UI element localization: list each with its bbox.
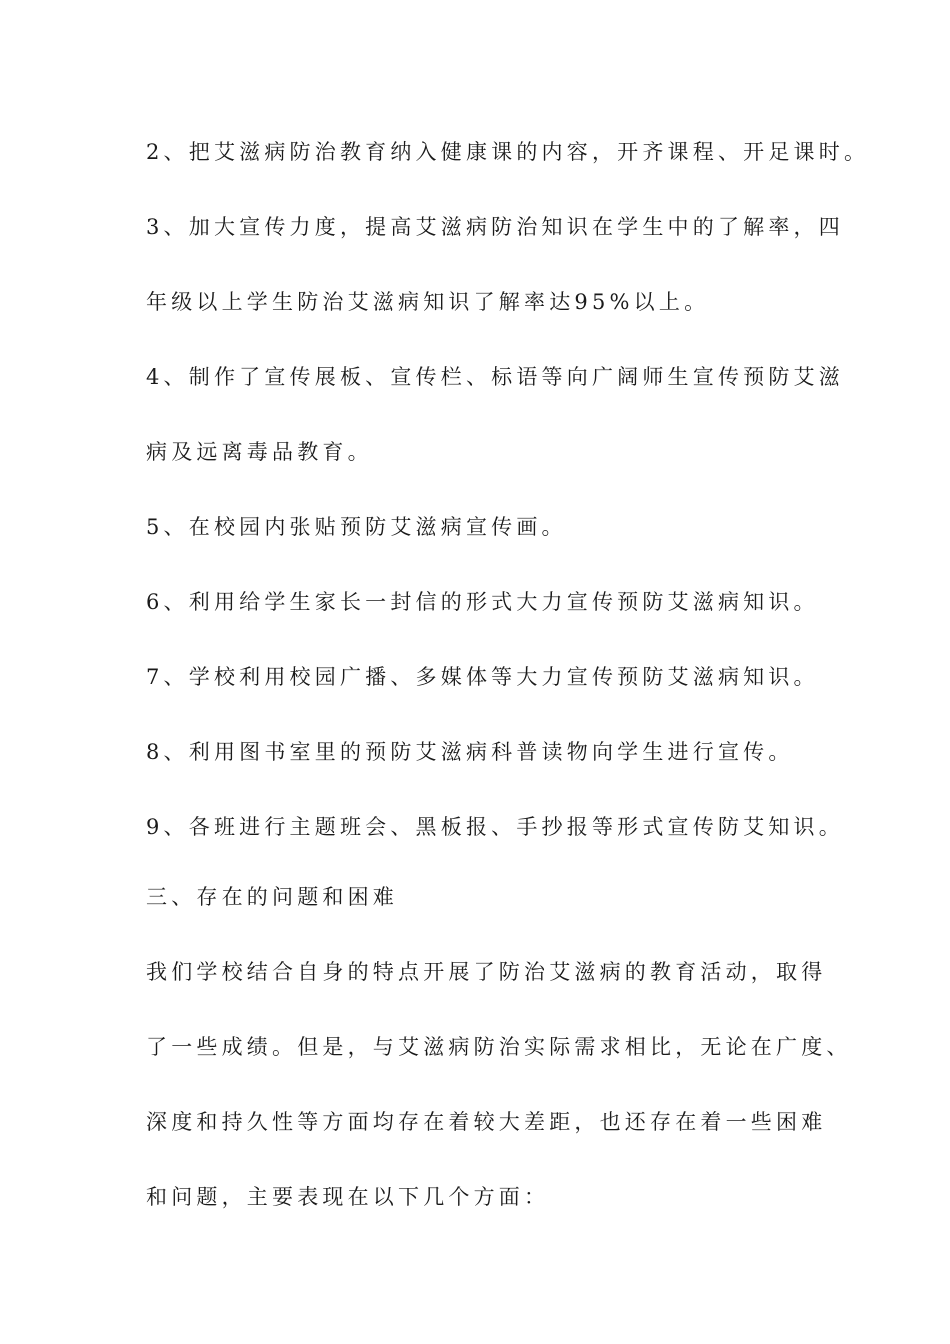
item-3-line-2: 年级以上学生防治艾滋病知识了解率达95%以上。 [146,290,710,314]
section-heading: 三、存在的问题和困难 [146,885,398,909]
paragraph-line-1: 我们学校结合自身的特点开展了防治艾滋病的教育活动，取得 [146,960,827,984]
paragraph-line-3: 深度和持久性等方面均存在着较大差距，也还存在着一些困难 [146,1110,827,1134]
item-9-line: 9、各班进行主题班会、黑板报、手抄报等形式宣传防艾知识。 [146,815,844,839]
paragraph-line-4: 和问题，主要表现在以下几个方面： [146,1185,550,1209]
item-4-line-2: 病及远离毒品教育。 [146,440,373,464]
item-8-line: 8、利用图书室里的预防艾滋病科普读物向学生进行宣传。 [146,740,794,764]
item-5-line: 5、在校园内张贴预防艾滋病宣传画。 [146,515,567,539]
item-6-line: 6、利用给学生家长一封信的形式大力宣传预防艾滋病知识。 [146,590,819,614]
item-4-line-1: 4、制作了宣传展板、宣传栏、标语等向广阔师生宣传预防艾滋 [146,365,844,389]
item-2-line: 2、把艾滋病防治教育纳入健康课的内容，开齐课程、开足课时。 [146,140,870,164]
paragraph-line-2: 了一些成绩。但是，与艾滋病防治实际需求相比，无论在广度、 [146,1035,852,1059]
item-7-line: 7、学校利用校园广播、多媒体等大力宣传预防艾滋病知识。 [146,665,819,689]
item-3-line-1: 3、加大宣传力度，提高艾滋病防治知识在学生中的了解率，四 [146,215,844,239]
